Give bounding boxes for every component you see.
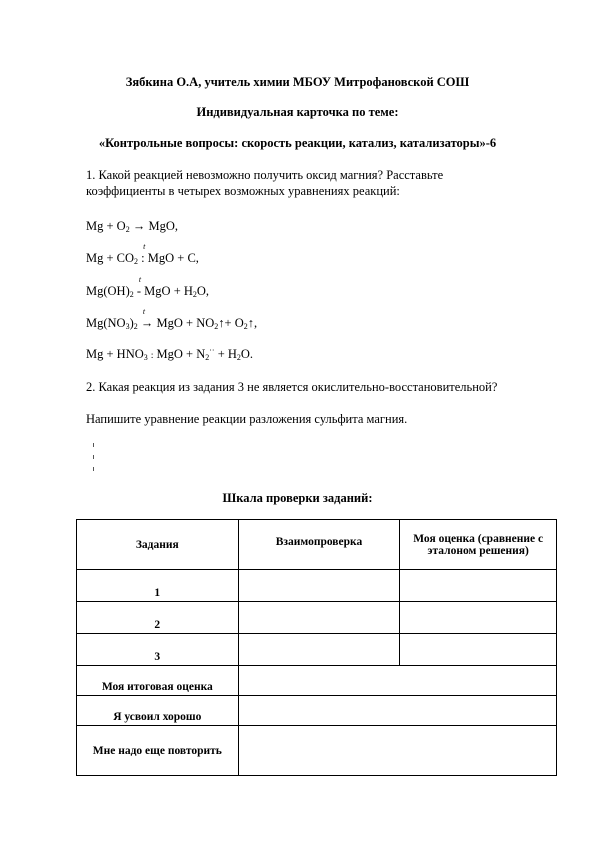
- heat-mark: t: [142, 307, 146, 316]
- peer-check-cell[interactable]: [238, 602, 400, 634]
- topic-title: «Контрольные вопросы: скорость реакции, катализ, катализаторы»-6: [98, 136, 497, 150]
- task-number-1: 1: [77, 570, 239, 602]
- header-peer-check: Взаимопроверка: [238, 520, 400, 570]
- task-number-2: 2: [77, 602, 239, 634]
- equation-2: $Mg + CO_2$ t : MgO + C,: [86, 242, 199, 266]
- task1-line1: 1. Какой реакцией невозможно получить оксид магния? Расставьте: [86, 168, 444, 182]
- stray-marks: [93, 443, 95, 473]
- final-grade-cell[interactable]: [238, 666, 556, 696]
- learned-well-cell[interactable]: [238, 696, 556, 726]
- stray-mark: [93, 467, 94, 471]
- stray-mark: [93, 455, 94, 459]
- peer-check-cell[interactable]: [238, 570, 400, 602]
- task2-instruction: Напишите уравнение реакции разложения сульфита магния.: [86, 412, 408, 426]
- header-my-grade: Моя оценка (сравнение с эталоном решения): [400, 520, 557, 570]
- heat-arrow: t :: [141, 242, 146, 265]
- grading-table: [76, 519, 557, 776]
- task1-line2: коэффициенты в четырех возможных уравнениях реакций:: [86, 184, 400, 198]
- my-grade-cell[interactable]: [400, 570, 557, 602]
- author-line: Зябкина О.А, учитель химии МБОУ Митрофановской СОШ: [125, 75, 470, 89]
- my-grade-cell[interactable]: [400, 602, 557, 634]
- equation-4: $Mg(NO_3)_2$ t → MgO + $NO_2↑+$ $O_2↑$,: [86, 307, 258, 331]
- my-grade-cell[interactable]: [400, 634, 557, 666]
- peer-check-cell[interactable]: [238, 634, 400, 666]
- equation-5: $Mg + HNO_3$ : MgO + $N_2^{\cdot\cdot} + H_2O$.: [86, 345, 254, 362]
- equation-3: $Mg(OH)_2$ t - MgO + $H_2O$,: [86, 275, 210, 299]
- task2-question: 2. Какая реакция из задания 3 не является окислительно-восстановительной?: [86, 380, 498, 394]
- card-title: Индивидуальная карточка по теме:: [196, 105, 399, 119]
- heat-arrow: t →: [140, 307, 154, 330]
- header-tasks: Задания: [77, 520, 239, 570]
- task-number-3: 3: [77, 634, 239, 666]
- need-repeat-cell[interactable]: [238, 726, 556, 776]
- equation-1: $Mg + O_2$ → MgO,: [86, 219, 178, 234]
- scale-title: Шкала проверки заданий:: [222, 491, 373, 505]
- stray-mark: [93, 443, 94, 447]
- heat-mark: t: [143, 242, 146, 251]
- final-grade-label: Моя итоговая оценка: [77, 666, 239, 696]
- heat-arrow: t -: [136, 275, 142, 298]
- heat-mark: t: [138, 275, 142, 284]
- learned-well-label: Я усвоил хорошо: [77, 696, 239, 726]
- need-repeat-label: Мне надо еще повторить: [77, 726, 239, 776]
